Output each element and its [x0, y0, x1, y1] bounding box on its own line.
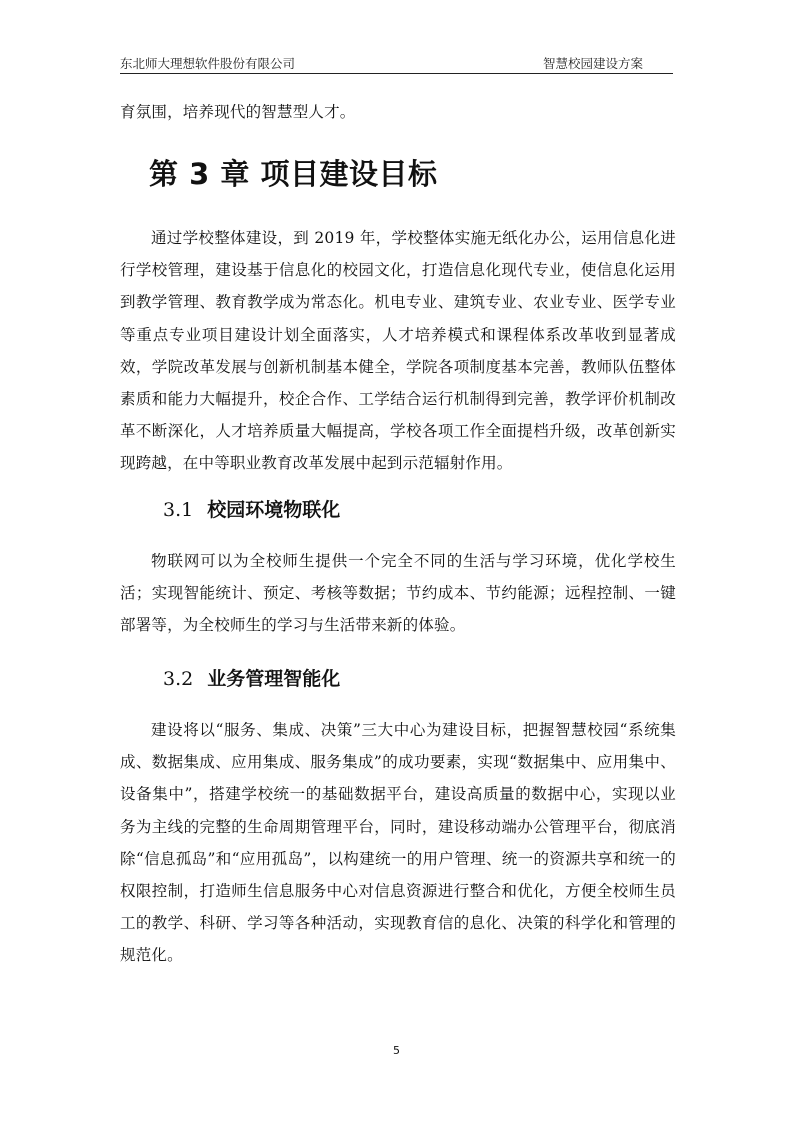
header-divider [120, 73, 673, 74]
page-header [120, 54, 673, 74]
section-heading-3-1 [163, 495, 340, 525]
section-number: 3.2 [163, 668, 194, 690]
section-title: 校园环境物联化 [207, 499, 341, 521]
header-doc-title: 智慧校园建设方案 [542, 56, 643, 71]
section-title: 业务管理智能化 [207, 668, 341, 690]
section-3-1-paragraph: 物联网可以为全校师生提供一个完全不同的生活与学习环境，优化学校生活；实现智能统计、预定、考核等数据；节约成本、节约能源；远程控制、一键部署等，为全校师生的学习与生活带来新的体验。 [120, 552, 676, 635]
section-heading-3-2 [163, 664, 340, 694]
chapter-paragraph: 通过学校整体建设，到 2019 年，学校整体实施无纸化办公，运用信息化进行学校管理，建设基于信息化的校园文化，打造信息化现代专业，使信息化运用到教学管理、教育教学成为常态化。机电专业、建筑专业、农业专业、医学专业等重点专业项目建设计划全面落实，人才培养模式和课程体系改革收到显著成效，学院改革发展与创新机制基本健全，学院各项制度基本完善，教师队伍整体素质和能力大幅提升，校企合作、工学结合运行机制得到完善，教学评价机制改革不断深化，人才培养质量大幅提高，学校各项工作全面提档升级，改革创新实现跨越，在中等职业教育改革发展中起到示范辐射作用。 [120, 229, 676, 473]
header-company: 东北师大理想软件股份有限公司 [120, 56, 296, 71]
chapter-title: 第 3 章 项目建设目标 [149, 157, 438, 191]
section-number: 3.1 [163, 499, 194, 521]
intro-tail-text: 育氛围，培养现代的智慧型人才。 [120, 103, 356, 121]
page-number: 5 [393, 1044, 400, 1057]
section-3-2-paragraph: 建设将以“服务、集成、决策”三大中心为建设目标，把握智慧校园“系统集成、数据集成、应用集成、服务集成”的成功要素，实现“数据集中、应用集中、设备集中”，搭建学校统一的基础数据平台，建设高质量的数据中心，实现以业务为主线的完整的生命周期管理平台，同时，建设移动端办公管理平台，彻底消除“信息孤岛”和“应用孤岛”，以构建统一的用户管理、统一的资源共享和统一的权限控制，打造师生信息服务中心对信息资源进行整合和优化，方便全校师生员工的教学、科研、学习等各种活动，实现教育信的息化、决策的科学化和管理的规范化。 [120, 721, 676, 965]
